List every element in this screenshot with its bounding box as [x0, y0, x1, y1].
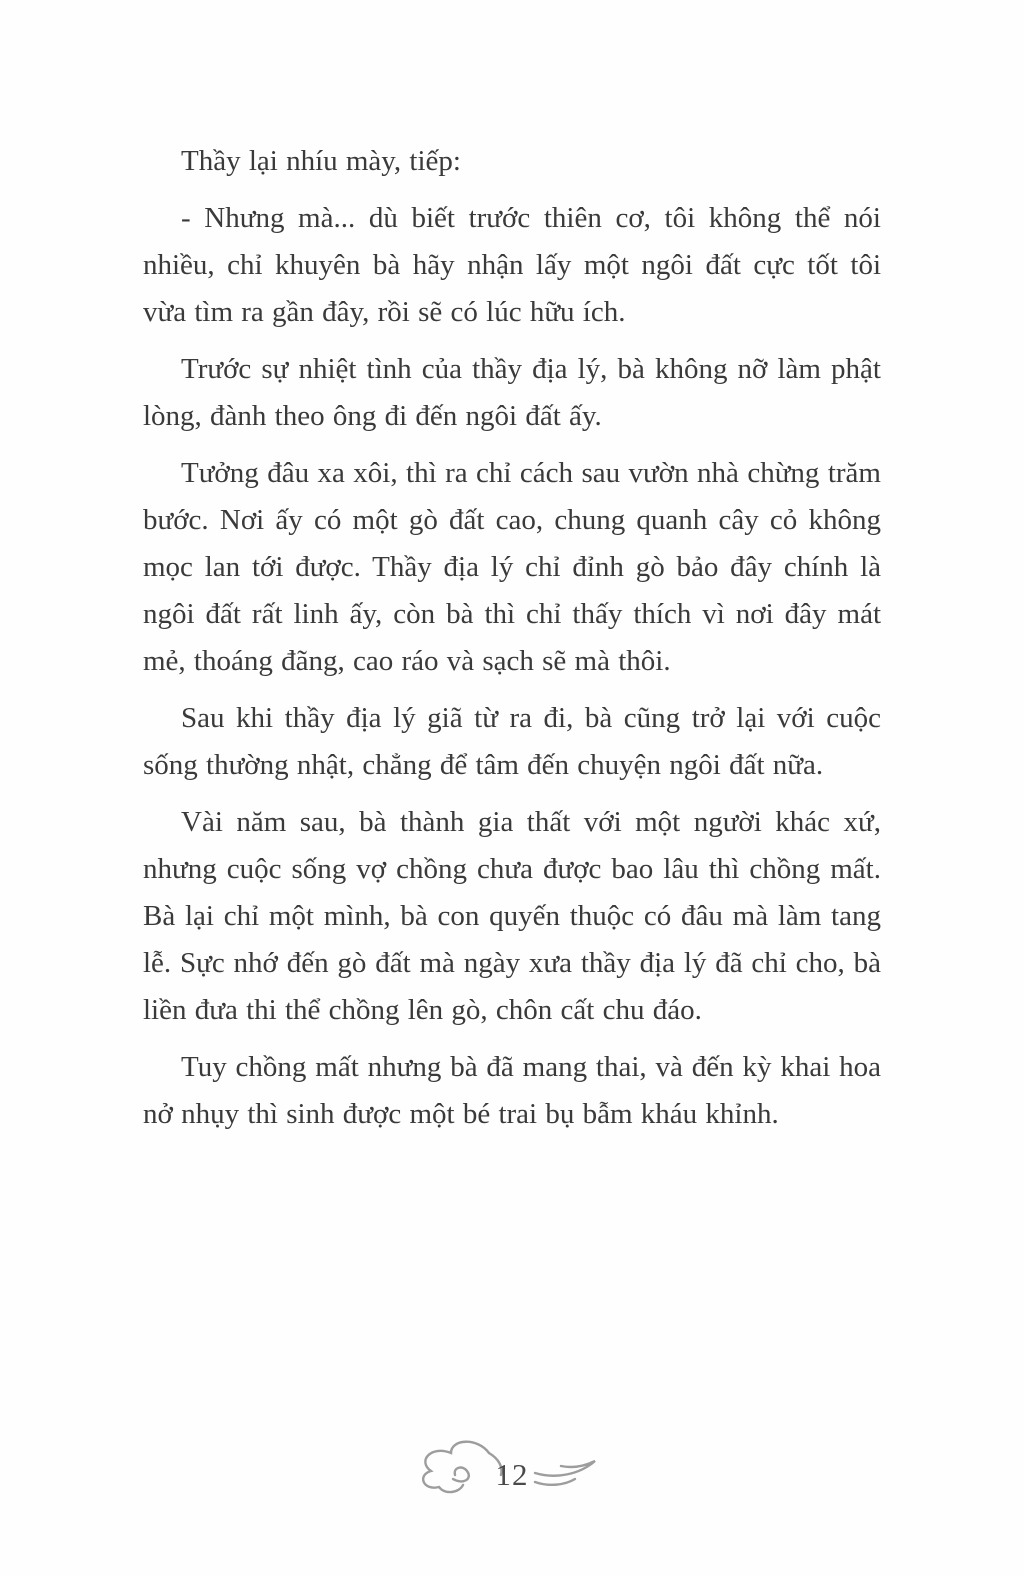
- page-footer: [0, 1433, 1024, 1505]
- paragraph: Thầy lại nhíu mày, tiếp:: [181, 145, 461, 177]
- paragraph: Tưởng đâu xa xôi, thì ra chỉ cách sau vườn nhà chừng trăm bước. Nơi ấy có một gò đất cao, chung quanh cây cỏ không mọc lan tới được. Thầy địa lý chỉ đỉnh gò bảo đây chính là ngôi đất rất linh ấy, còn bà thì chỉ thấy thích vì nơi đây mát mẻ, thoáng đãng, cao ráo và sạch sẽ mà thôi.: [143, 457, 881, 677]
- paragraph: Tuy chồng mất nhưng bà đã mang thai, và đến kỳ khai hoa nở nhụy thì sinh được một bé trai bụ bẫm kháu khỉnh.: [143, 1051, 881, 1130]
- page-text: [143, 138, 881, 1148]
- paragraph: Sau khi thầy địa lý giã từ ra đi, bà cũng trở lại với cuộc sống thường nhật, chẳng để tâm đến chuyện ngôi đất nữa.: [143, 702, 881, 781]
- page-number-ornament: [407, 1433, 617, 1505]
- paragraph: - Nhưng mà... dù biết trước thiên cơ, tôi không thể nói nhiều, chỉ khuyên bà hãy nhận lấy một ngôi đất cực tốt tôi vừa tìm ra gần đây, rồi sẽ có lúc hữu ích.: [143, 202, 881, 328]
- paragraph: Trước sự nhiệt tình của thầy địa lý, bà không nỡ làm phật lòng, đành theo ông đi đến ngôi đất ấy.: [143, 353, 881, 432]
- paragraph: Vài năm sau, bà thành gia thất với một người khác xứ, nhưng cuộc sống vợ chồng chưa được bao lâu thì chồng mất. Bà lại chỉ một mình, bà con quyến thuộc có đâu mà làm tang lễ. Sực nhớ đến gò đất mà ngày xưa thầy địa lý đã chỉ cho, bà liền đưa thi thể chồng lên gò, chôn cất chu đáo.: [143, 806, 881, 1026]
- page-number: 12: [495, 1456, 529, 1492]
